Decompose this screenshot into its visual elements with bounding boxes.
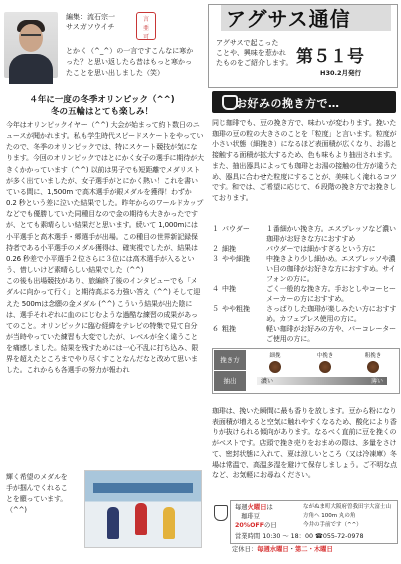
editor-name: 編集：流石宗一 [66,13,115,21]
article-title: ４年に一度の冬季オリンピック（^^) 冬の五輪はとても楽しみ！ [29,95,175,117]
shop-holiday: 定休日：毎週水曜日・第二・木曜日 [232,546,333,553]
grind-note: 珈琲は、挽いた瞬間に最も香りを放します。豆から粉になり表面積が増えると空気に触れやすくなるため、酸化により香りが抜けられる傾向があります。なるべく直前に豆を挽くのがベストです。店頭で挽き売りをおまめの際は、多量をさけて、密封状態に入れて、夏は涼しいところ（又は冷凍庫）冬場は常温で、高温多湿を避けて保存しましょう。ご不明な点など、お気軽にお尋ねください。 [212,407,397,480]
sale-item: 珈琲豆 [241,513,260,520]
sale-discount: 20%OFFの日 [235,522,277,529]
list-item: ５ やや粗挽 さっぱりした珈琲が楽しみたい方におすすめ。カフェプレス使用の方に。 [212,305,397,323]
shop-hours: 営業時間 10:30 〜 18：00 ☎055-72-0978 [235,533,364,540]
shop-info-box [230,500,398,544]
masthead-subtitle: アグサスで起こった ことや、興味を惹かれ たものをご紹介します。 [216,39,293,67]
grind-comparison-table [212,348,400,394]
shop-phone[interactable]: ☎055-72-0978 [315,533,364,540]
list-item: １ パウダー １番細かい挽き方。エスプレッソなど濃い珈琲がお好きな方におすすめ [212,225,396,243]
grind-list [212,224,398,344]
article-closing: 輝く希望のメダルを 手が掴んでくれるこ とを願っています。 （^^) [6,473,68,515]
list-item: ６ 粗挽 軽い珈琲がお好みの方や、パーコレーターご使用の方に。 [212,325,397,343]
strength-gradient: 濃い 薄い [257,377,387,385]
list-item: ２ 細挽 パウダーでは細かすぎるという方に [212,245,376,253]
hanko-seal: 言 亜 可 [136,12,156,40]
table-row-label: 挽き方 [214,350,246,370]
bean-coarse: 粗挽き [351,351,395,373]
article-paragraph: この後も出場競技があり、旅編終了後のインタビューでも「メダルに向かって行く」と期待高ぶる力強い答え（^^) そして迎えた 500mは念願の金メダル (^^) こういう結果が出た陰には、選手それぞれに血のにじむような過酷な練習の成果があってのこと。オリンピックに臨む経緯をテレビの特集で見て自分が当時やっていた練習も大変でしたが、レベルが全く違うことを痛感しました。結果を残すためには一心不乱に打ち込み、限界を超えたところまでやり尽くすことなんだなと改めて思いました。これからも各選手の努力が報われ [6,277,201,375]
sale-day: 毎週火曜日は [235,504,273,511]
list-item: ３ やや細挽 中挽きより少し細かめ。エスプレッソや濃い目の珈琲がお好きな方におすすめ。サイフォンの方に。 [212,255,396,283]
bean-fine: 細挽 [253,351,297,373]
editor-greeting: とかく（^_^）の一言ですこんなに寒かった？と思い返したら昔はもっと寒かったことを思い出しました（笑） [66,47,194,77]
list-item: ４ 中挽 ごく一般的な挽き方。手おとしやコーヒーメーカーの方におすすめ。 [212,285,396,303]
shop-address: ながぬま町大阪府曽我田字大富士山 方角へ 100m 丸の角 今井の手前です（^^） [303,504,392,528]
issue-date: H30.2月発行 [320,69,361,77]
article-body [6,120,204,375]
table-row-label: 抽出 [214,371,246,391]
editor-reading: サスガソウイチ [66,23,115,31]
article-paragraph: 今年はオリンピックイヤー（^^) 大会が始まって約ト数日のニュースが聞かれます。私も学生時代スピードスケートをやっていたので、冬季のオリンピックでは、特にスケート競技が気になります。今回のオリンピックではとにかく女子の選手に期待が大きくかかっています（^^) 以前は男子でも短距離でメダリストが多く出ていましたが、女子選手がとにかく熱い！これを書いている間に、1,500m で高木選手が銀メダルを獲得！わずか 0.2 秒という差に泣いた結果でした。昨年からのワールドカップなどでも優勝していた同種目なので金の期待も大きかったですが、とても素晴らしい結果だと思います。続いて 1,000mには小平選手と高木選手・郷選手が出場。この種目の世界新記録保持者である小平選手のメダル獲得は、確実視でしたが、結果は 0.26 秒差で小平選手２位さらに３位には高木選手が入るという、惜しいけど素晴らしい結果でした（^^) [6,121,204,275]
editor-photo [4,12,58,78]
brewing-title: お好みの挽き方で… [236,97,340,110]
bean-medium: 中挽き [303,351,347,373]
editor-credit [66,12,115,32]
issue-number: 第５１号 [296,47,364,67]
newsletter-title: アグサス通信 [226,7,351,31]
coffee-cup-icon [214,505,228,521]
brewing-intro: 同じ珈琲でも、豆の挽き方で、味わいが変わります。挽いた珈琲の豆の粒の大きさのことを「粒度」と言います。粒度が小さい状態（細挽き）になるほど表面積が広くなり、お湯と接触する面積が拡大するため、色も味もより抽出されます。また、抽出器具によっても珈琲とお湯の接触の仕方が違うため、器具に合わせた粒度にすることが、美味しく淹れるコツです。和では、ご希望に応じて、６段階の挽き方でお挽きしております。 [212,119,397,202]
olympic-skating-photo [84,470,202,548]
